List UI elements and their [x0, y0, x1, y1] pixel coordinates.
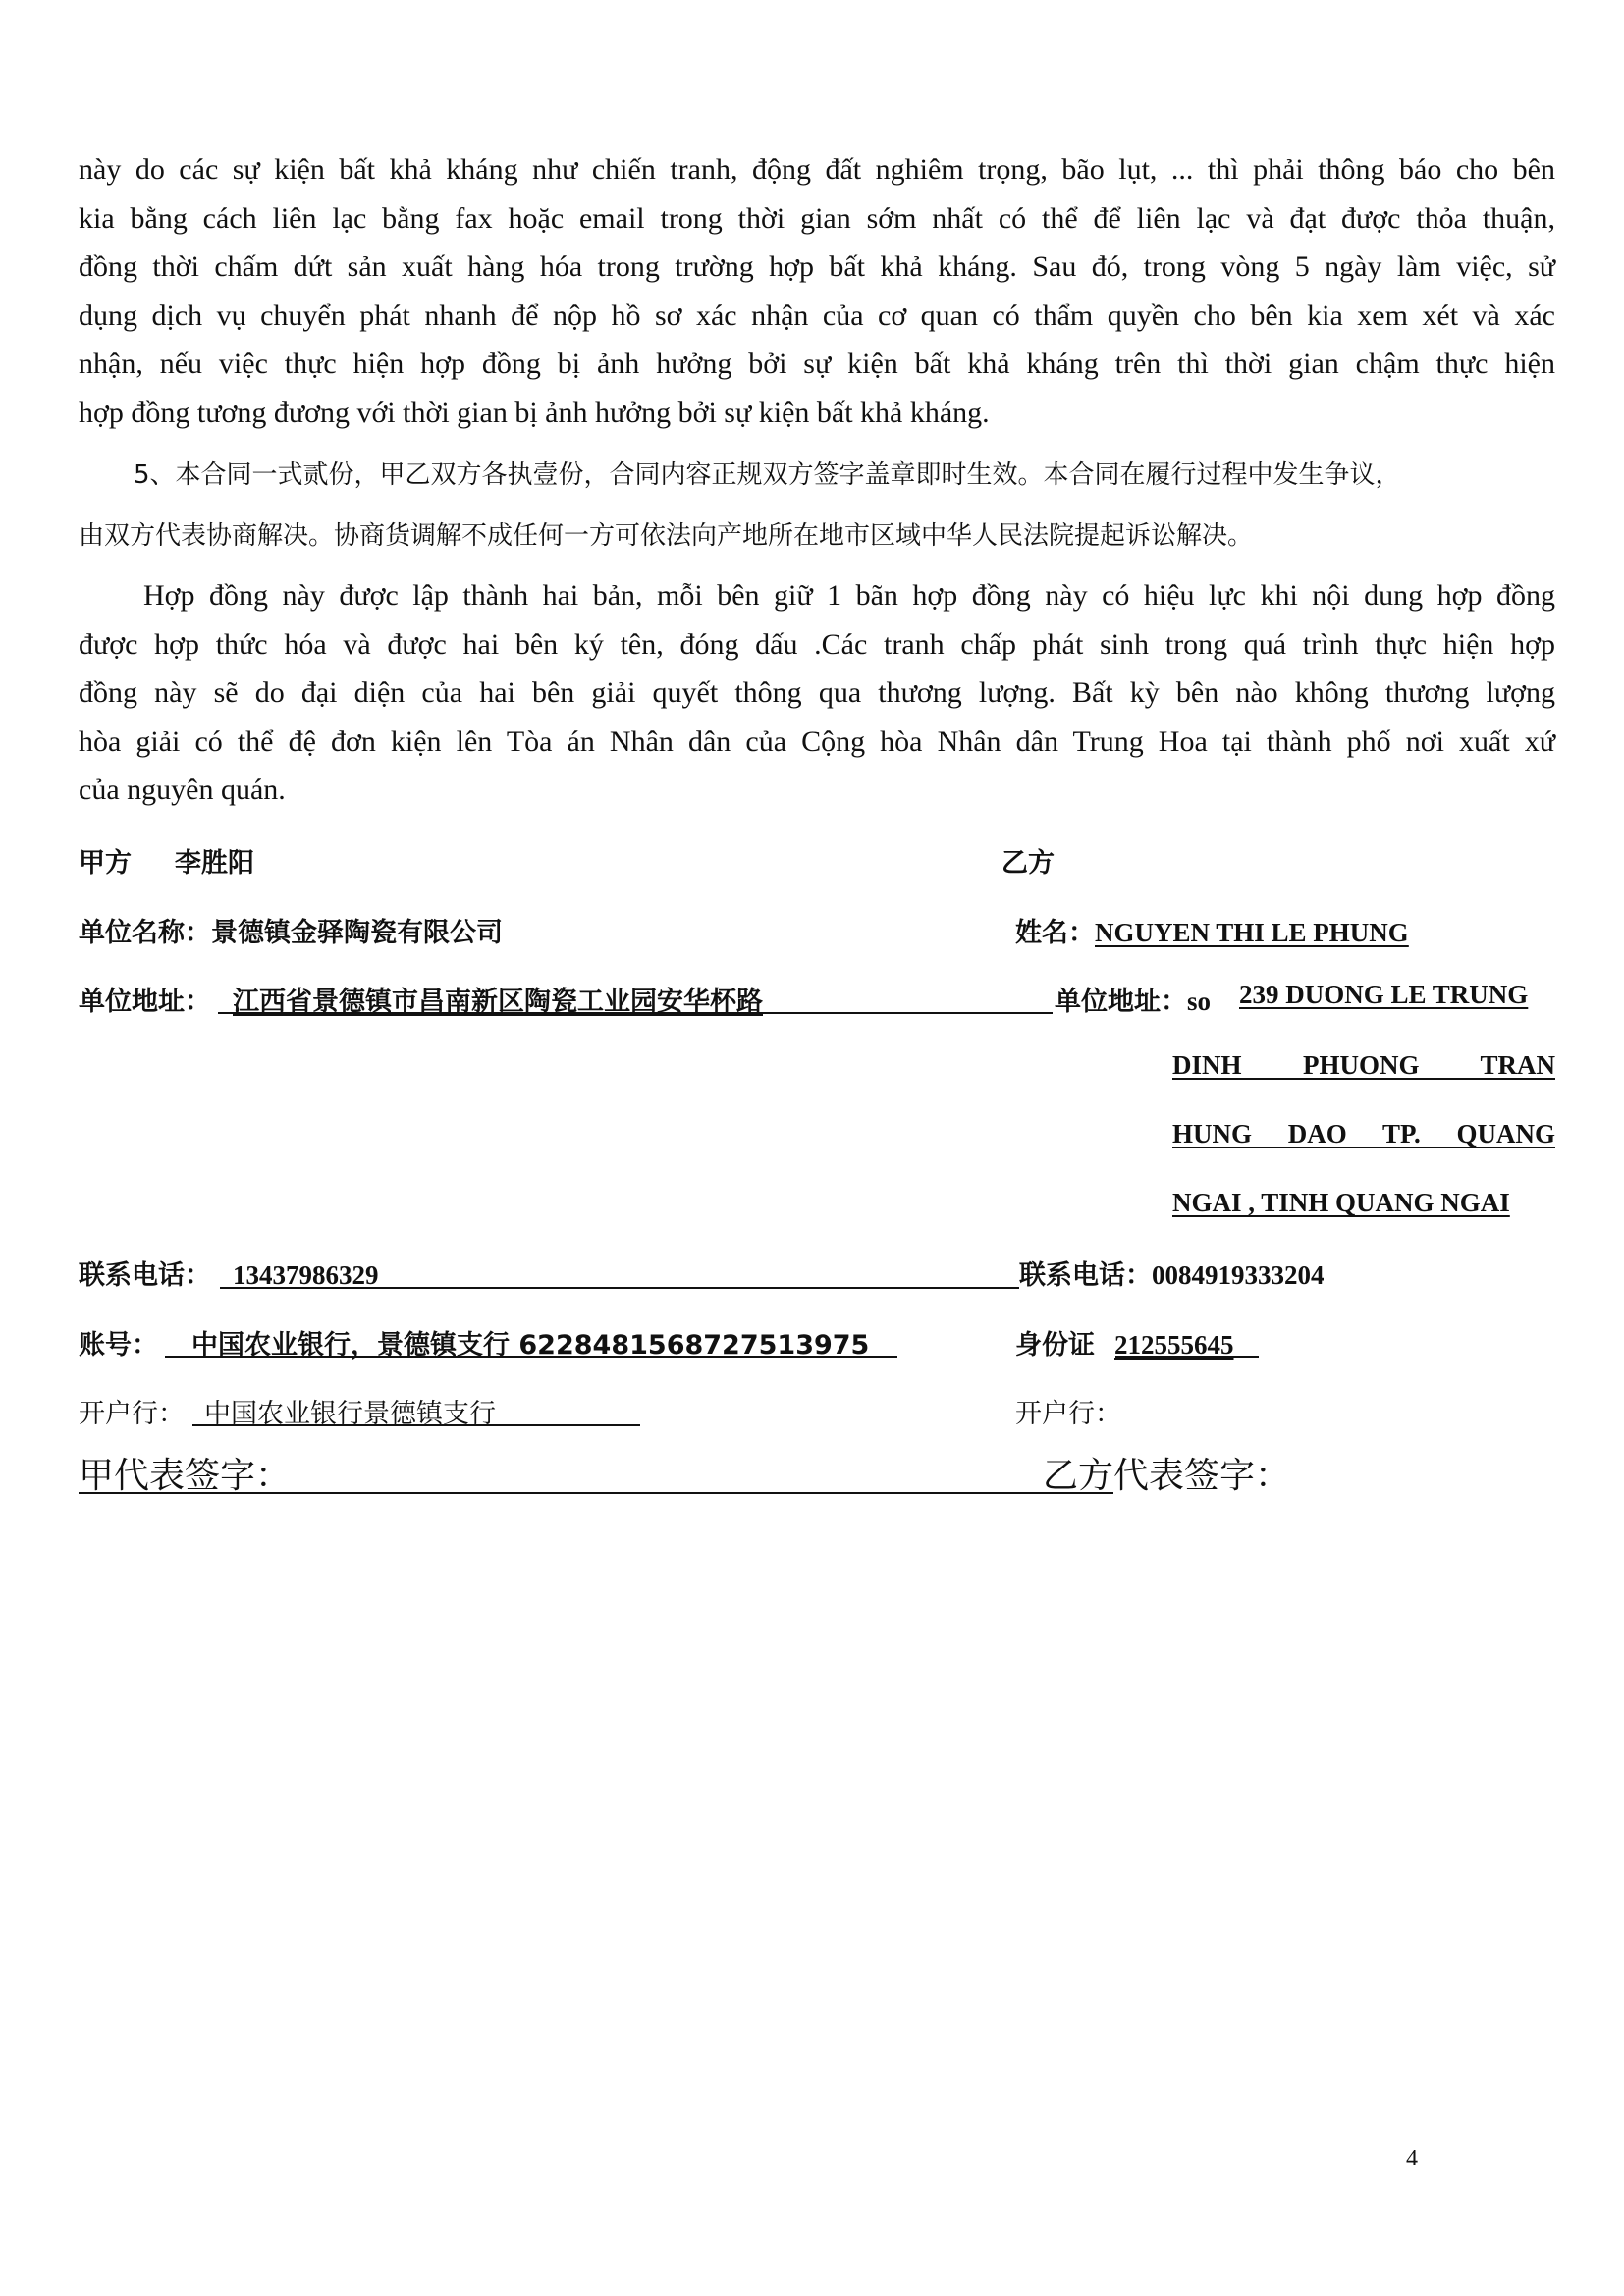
party-b-title: 乙方 [1001, 848, 1055, 879]
phone-label: 联系电话： [1019, 1260, 1152, 1291]
phone-underline [220, 1287, 1019, 1289]
phone-value: 13437986329 [233, 1260, 379, 1290]
text-line: được hợp thức hóa và được hai bên ký tên, đóng dấu .Các tranh chấp phát sinh trong quá trình thực hiện hợp [79, 627, 1555, 661]
text-line: này do các sự kiện bất khả kháng như chiến tranh, động đất nghiêm trọng, bão lụt, ... thì phải thông báo cho bên [79, 153, 1555, 186]
address-line: DINH PHUONG TRAN [1172, 1050, 1555, 1080]
company-value: 景德镇金驿陶瓷有限公司 [211, 918, 503, 948]
account-value: 中国农业银行，景德镇支行 6228481568727513975 [191, 1330, 870, 1361]
address-label: 单位地址： [79, 987, 211, 1017]
text-line: đồng thời chấm dứt sản xuất hàng hóa trong trường hợp bất khả kháng. Sau đó, trong vòng 5 ngày làm việc, sử [79, 250, 1555, 283]
text-line: 由双方代表协商解决。协商货调解不成任何一方可依法向产地所在地市区域中华人民法院提起诉讼解决。 [79, 521, 1254, 551]
bank-underline [192, 1424, 640, 1426]
party-a-label: 甲方 [79, 848, 132, 879]
address-label: 单位地址： [1055, 987, 1187, 1017]
paragraph-copies-vi [79, 571, 1555, 815]
party-b-name-row [1015, 911, 1409, 949]
party-b-address-row [1055, 980, 1211, 1018]
address-underline [218, 1012, 1053, 1014]
address-line: HUNG DAO TP. QUANG [1172, 1119, 1555, 1148]
id-value: 212555645 [1114, 1330, 1234, 1360]
account-label: 账号： [79, 1330, 158, 1361]
address-line: NGAI , TINH QUANG NGAI [1172, 1188, 1510, 1217]
address-value: 江西省景德镇市昌南新区陶瓷工业园安华杯路 [233, 987, 763, 1017]
page-number: 4 [1406, 2146, 1418, 2171]
text-line: nhận, nếu việc thực hiện hợp đồng bị ảnh hưởng bởi sự kiện bất khả kháng trên thì thời gian chậm thực hiện [79, 347, 1555, 380]
text-line: đồng này sẽ do đại diện của hai bên giải quyết thông qua thương lượng. Bất kỳ bên nào không thương lượng [79, 676, 1555, 709]
bank-value: 中国农业银行景德镇支行 [204, 1399, 496, 1429]
party-a-signature-label: 甲代表签字： [79, 1456, 292, 1496]
text-line: hợp đồng tương đương với thời gian bị ảnh hưởng bởi sự kiện bất khả kháng. [79, 396, 990, 429]
paragraph-force-majeure-vi [79, 145, 1555, 437]
name-label: 姓名： [1015, 918, 1095, 948]
id-label: 身份证 [1015, 1330, 1095, 1361]
party-b-address-line-1: 239 DUONG LE TRUNG [1239, 980, 1529, 1009]
party-b-phone-row [1019, 1254, 1325, 1292]
signature-underline [79, 1492, 1113, 1494]
text-line: kia bằng cách liên lạc bằng fax hoặc email trong thời gian sớm nhất có thể để liên lạc và đạt được thỏa thuận, [79, 201, 1555, 235]
party-a-company-row [79, 911, 503, 949]
id-underline [1115, 1356, 1259, 1358]
company-label: 单位名称： [79, 918, 211, 948]
text-line: 5、本合同一式贰份，甲乙双方各执壹份，合同内容正规双方签字盖章即时生效。本合同在履行过程中发生争议， [134, 460, 1401, 490]
phone-value: 0084919333204 [1152, 1260, 1325, 1290]
text-line: hòa giải có thể đệ đơn kiện lên Tòa án Nhân dân của Cộng hòa Nhân dân Trung Hoa tại thành phố nơi xuất xứ [79, 724, 1555, 758]
text-line: của nguyên quán. [79, 774, 286, 806]
party-b-signature-label: 乙方代表签字： [1043, 1456, 1291, 1496]
text-line: dụng dịch vụ chuyển phát nhanh để nộp hồ sơ xác nhận của cơ quan có thẩm quyền cho bên kia xem xét và xác [79, 298, 1555, 332]
account-underline [165, 1356, 897, 1358]
phone-label: 联系电话： [79, 1260, 211, 1291]
party-a-representative: 李胜阳 [175, 848, 254, 879]
party-b-bank-row: 开户行： [1015, 1399, 1121, 1429]
party-a-title [79, 841, 254, 880]
name-value: NGUYEN THI LE PHUNG [1095, 918, 1409, 947]
address-prefix: so [1187, 987, 1212, 1016]
paragraph-clause-5-cn [79, 455, 1555, 556]
bank-label: 开户行： [79, 1399, 185, 1429]
party-b-address-block [1172, 1031, 1555, 1237]
text-line: Hợp đồng này được lập thành hai bản, mỗi bên giữ 1 bãn hợp đồng này có hiệu lực khi nội dung hợp đồng [143, 579, 1555, 612]
